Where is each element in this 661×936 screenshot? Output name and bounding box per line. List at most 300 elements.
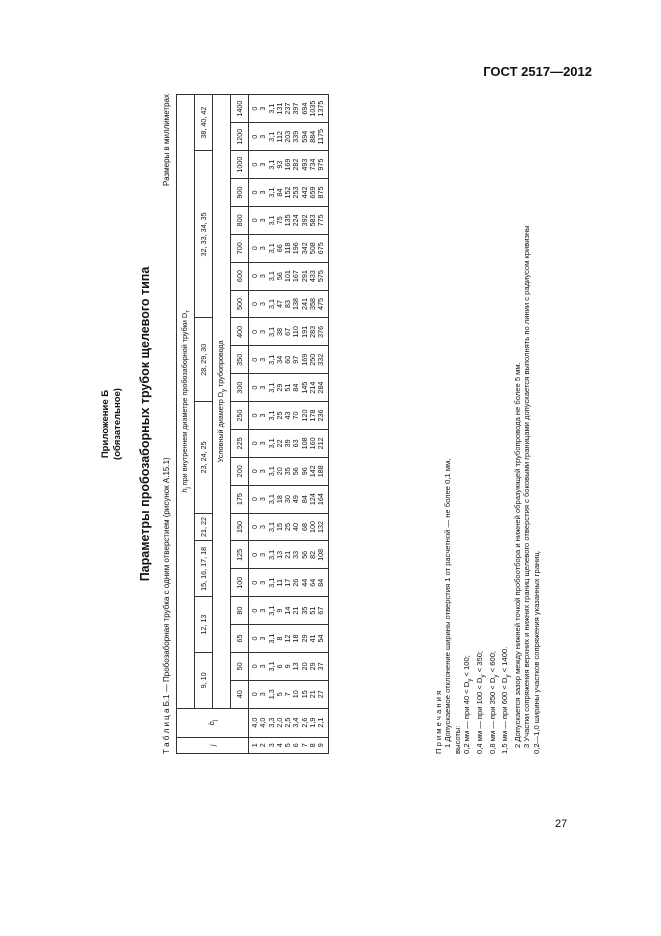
table-cell: 83 [283, 300, 293, 309]
header-dy: Условный диаметр $D_у$ трубопровода [213, 95, 231, 709]
table-cell: 108 [299, 437, 309, 450]
table-cell: 3 [258, 190, 268, 195]
table-cell: 3,1 [266, 410, 276, 421]
table-cell: 51 [308, 606, 318, 615]
table-cell: 694 [299, 102, 309, 115]
diameter-header: 50 [231, 652, 249, 680]
parameters-table [176, 94, 329, 754]
table-cell: 1,9 [308, 717, 318, 728]
diameter-header: 900 [231, 179, 249, 207]
table-cell: 37 [316, 662, 326, 671]
table-cell: 22 [274, 439, 284, 448]
table-cell: 3 [258, 469, 268, 474]
h-column [249, 625, 329, 653]
table-cell: 4,0 [258, 717, 268, 728]
table-cell: 0 [250, 274, 259, 279]
group-header: 28, 29, 30 [195, 318, 213, 402]
table-cell: 9 [316, 743, 326, 748]
table-cell: 1035 [308, 100, 318, 117]
table-cell: 49 [291, 495, 301, 504]
table-cell: 2,0 [274, 717, 284, 728]
table-cell: 3 [258, 357, 268, 362]
table-cell: 27 [316, 690, 326, 699]
h-column [249, 597, 329, 625]
table-cell: 84 [299, 495, 309, 504]
table-header-row-1 [177, 95, 195, 754]
table-cell: 250 [308, 353, 318, 366]
table-cell: 214 [308, 381, 318, 394]
table-cell: 29 [308, 662, 318, 671]
table-cell: 120 [299, 409, 309, 422]
diameter-header: 175 [231, 485, 249, 513]
table-cell: 3,1 [266, 605, 276, 616]
table-cell: 70 [291, 411, 301, 420]
group-header: 9, 10 [195, 652, 213, 708]
h-column [249, 374, 329, 402]
table-cell: 1175 [316, 129, 326, 145]
table-cell: 5 [274, 692, 284, 697]
table-cell: 3,1 [266, 661, 276, 672]
table-cell: 332 [316, 353, 326, 366]
table-cell: 132 [316, 521, 326, 534]
h-column [249, 179, 329, 207]
table-cell: 118 [283, 242, 293, 255]
table-cell: 12 [283, 634, 293, 643]
h-column [249, 541, 329, 569]
table-cell: 3 [258, 162, 268, 167]
group-header: 38, 40, 42 [195, 95, 213, 151]
table-header-groups [195, 95, 213, 754]
table-cell: 3,1 [266, 187, 276, 198]
h-column [249, 513, 329, 541]
table-cell: 358 [308, 298, 318, 311]
table-cell: 21 [291, 606, 301, 615]
table-cell: 25 [274, 411, 284, 420]
header-h: $h_j$ при внутреннем диаметре пробозаборной трубки $D_т$ [177, 95, 195, 709]
table-cell: 66 [274, 244, 284, 253]
table-cell: 64 [308, 578, 318, 587]
table-cell: 282 [291, 158, 301, 171]
table-cell: 4,0 [250, 717, 259, 728]
table-cell: 38 [274, 327, 284, 336]
table-cell: 124 [308, 493, 318, 506]
document-header: ГОСТ 2517—2012 [483, 64, 592, 79]
table-cell: 0 [250, 134, 259, 139]
table-cell: 0 [250, 469, 259, 474]
table-cell: 0 [250, 106, 259, 111]
table-cell: 110 [291, 326, 301, 338]
table-cell: 63 [291, 439, 301, 448]
table-cell: 3,1 [266, 243, 276, 254]
diameter-header: 400 [231, 318, 249, 346]
diameter-header: 65 [231, 625, 249, 653]
diameter-header: 600 [231, 262, 249, 290]
table-cell: 3,1 [266, 103, 276, 114]
table-header-diameters [231, 95, 249, 754]
table-cell: 3 [258, 441, 268, 446]
diameter-header: 40 [231, 680, 249, 708]
table-cell: 203 [283, 130, 293, 143]
table-cell: 236 [316, 409, 326, 422]
table-cell: 47 [274, 300, 284, 309]
note-1-tolerance-1: 0,2 мм — при $40 < D_у < 100$; [461, 655, 474, 754]
table-cell: 142 [308, 465, 318, 478]
table-cell: 10 [291, 690, 301, 699]
table-cell: 145 [299, 381, 309, 394]
table-cell: 2,1 [316, 717, 326, 728]
diameter-header: 800 [231, 206, 249, 234]
table-cell: 43 [283, 411, 293, 420]
table-cell: 442 [299, 186, 309, 199]
h-column [249, 652, 329, 680]
note-1-tolerance-4: 1,5 мм — при $600 < D_у < 1400$. [500, 646, 512, 754]
table-cell: 875 [316, 186, 326, 199]
table-cell: 475 [316, 298, 326, 311]
table-cell: 291 [299, 270, 309, 283]
diameter-header: 100 [231, 569, 249, 597]
table-cell: 196 [291, 242, 301, 255]
table-cell: 9 [283, 664, 293, 669]
section-title: Параметры пробозаборных трубок щелевого типа [138, 266, 152, 582]
table-caption: Т а б л и ц а Б.1 — Пробозаборная трубка с одним отверстием (рисунок А.15.1) [162, 457, 171, 754]
table-cell: 3 [258, 329, 268, 334]
group-header: 21, 22 [195, 513, 213, 541]
table-cell: 675 [316, 242, 326, 255]
h-column [249, 457, 329, 485]
table-cell: 0 [250, 357, 259, 362]
notes-block [434, 94, 541, 754]
diameter-header: 1200 [231, 123, 249, 151]
table-cell: 8 [274, 636, 284, 641]
note-2: 2 Допускается зазор между нижней точкой пробоотбора и нижней образующей трубопровода не более 5 мм. [513, 362, 523, 748]
h-column [249, 402, 329, 430]
table-cell: 160 [308, 437, 318, 450]
table-cell: 0 [250, 441, 259, 446]
table-cell: 20 [299, 662, 309, 671]
table-cell: 93 [274, 160, 284, 169]
table-cell: 3 [258, 692, 268, 697]
diameter-header: 125 [231, 541, 249, 569]
table-cell: 212 [316, 437, 326, 450]
table-cell: 51 [283, 383, 293, 392]
table-cell: 0 [250, 385, 259, 390]
table-cell: 188 [316, 465, 326, 478]
table-cell: 41 [308, 634, 318, 643]
table-cell: 84 [316, 578, 326, 587]
table-cell: 82 [308, 550, 318, 559]
diameter-header: 225 [231, 429, 249, 457]
diameter-header: 250 [231, 402, 249, 430]
table-cell: 508 [308, 242, 318, 255]
header-j: j [177, 737, 249, 753]
table-cell: 1375 [316, 100, 326, 117]
table-cell: 3,1 [266, 577, 276, 588]
table-cell: 3 [258, 246, 268, 251]
table-cell: 108 [316, 548, 326, 561]
table-cell: 7 [299, 743, 309, 748]
table-cell: 3 [258, 274, 268, 279]
table-cell: 339 [291, 130, 301, 143]
table-cell: 30 [283, 495, 293, 504]
diameter-header: 500 [231, 290, 249, 318]
table-cell: 3 [258, 636, 268, 641]
notes-heading: П р и м е ч а н и я [434, 690, 443, 754]
table-cell: 101 [283, 270, 293, 283]
table-cell: 3 [258, 552, 268, 557]
table-cell: 56 [291, 467, 301, 476]
appendix-title: Приложение Б [100, 389, 111, 459]
table-cell: 138 [291, 298, 301, 311]
h-column [249, 123, 329, 151]
diameter-header: 350 [231, 346, 249, 374]
table-cell: 2,6 [299, 717, 309, 728]
units-label: Размеры в миллиметрах [162, 94, 171, 186]
h-column [249, 318, 329, 346]
table-cell: 100 [308, 521, 318, 534]
h-column [249, 485, 329, 513]
table-cell: 3 [258, 608, 268, 613]
diameter-header: 80 [231, 597, 249, 625]
table-cell: 56 [274, 272, 284, 281]
table-cell: 169 [299, 353, 309, 366]
diameter-header: 1000 [231, 151, 249, 179]
table-cell: 11 [274, 579, 284, 587]
table-cell: 253 [291, 186, 301, 199]
page-number: 27 [555, 818, 568, 830]
table-cell: 283 [308, 325, 318, 338]
table-cell: 13 [274, 550, 284, 559]
table-cell: 54 [316, 634, 326, 643]
table-cell: 3,1 [266, 271, 276, 282]
h-column [249, 206, 329, 234]
h-column [249, 429, 329, 457]
table-cell: 3,1 [266, 215, 276, 226]
table-cell: 493 [299, 158, 309, 171]
table-cell: 21 [308, 690, 318, 699]
table-cell: 67 [316, 606, 326, 615]
table-cell: 3,1 [266, 159, 276, 170]
diameter-header: 150 [231, 513, 249, 541]
table-cell: 3,1 [266, 131, 276, 142]
table-cell: 18 [274, 495, 284, 504]
group-header: 32, 33, 34, 35 [195, 151, 213, 318]
table-cell: 5 [283, 743, 293, 748]
h-column [249, 290, 329, 318]
note-3: 3 Участки сопряжения верхних и нижних границ щелевого отверстия с боковыми границами допускается выполнять по линии с радиусом кривизны [522, 225, 532, 748]
table-cell: 3,1 [266, 494, 276, 505]
table-cell: 3 [258, 134, 268, 139]
table-cell: 0 [250, 692, 259, 697]
table-cell: 594 [299, 130, 309, 143]
table-cell: 68 [299, 523, 309, 532]
table-cell: 35 [299, 606, 309, 615]
table-cell: 975 [316, 158, 326, 171]
table-cell: 583 [308, 214, 318, 227]
group-header: 23, 24, 25 [195, 402, 213, 514]
table-cell: 237 [283, 102, 293, 115]
table-cell: 2 [258, 743, 268, 748]
table-cell: 3 [258, 106, 268, 111]
table-cell: 0 [250, 608, 259, 613]
table-cell: 17 [283, 578, 293, 587]
table-cell: 241 [299, 298, 309, 311]
table-cell: 224 [291, 214, 301, 227]
table-cell: 3,1 [266, 549, 276, 560]
table-cell: 18 [291, 634, 301, 643]
table-cell: 0 [250, 636, 259, 641]
table-cell: 29 [299, 634, 309, 643]
note-1-tolerance-3: 0,8 мм — при $350 < D_у < 600$; [487, 650, 500, 754]
table-cell: 15 [299, 690, 309, 699]
table-cell: 6 [274, 664, 284, 669]
table-cell: 84 [291, 383, 301, 392]
table-cell: 131 [274, 102, 284, 115]
diameter-header: 200 [231, 457, 249, 485]
table-cell: 112 [274, 131, 284, 143]
table-cell: 0 [250, 525, 259, 530]
note-1-tolerance-2: 0,4 мм — при $100 < D_у < 350$; [474, 650, 487, 754]
table-cell: 14 [283, 606, 293, 615]
h-column [249, 262, 329, 290]
table-cell: 56 [299, 550, 309, 559]
table-cell: 3 [258, 302, 268, 307]
table-cell: 8 [308, 743, 318, 748]
table-cell: 3,1 [266, 466, 276, 477]
table-cell: 40 [291, 523, 301, 532]
table-cell: 0 [250, 246, 259, 251]
note-1-heights-label: высоты: [452, 725, 462, 754]
table-header-row-dy [213, 95, 231, 754]
table-cell: 3,1 [266, 522, 276, 533]
diameter-header: 700 [231, 234, 249, 262]
table-cell: 575 [316, 270, 326, 283]
table-cell: 167 [291, 270, 301, 283]
table-cell: 3,1 [266, 299, 276, 310]
j-column [249, 737, 329, 753]
table-cell: 0 [250, 302, 259, 307]
table-cell: 7 [283, 692, 293, 697]
table-cell: 135 [283, 214, 293, 227]
table-cell: 21 [283, 550, 293, 559]
table-cell: 284 [316, 381, 326, 394]
table-cell: 84 [274, 188, 284, 197]
table-cell: 29 [274, 383, 284, 392]
h-column [249, 569, 329, 597]
note-3-continuation: 0,2—1,0 ширины участков сопряжения указанных границ. [531, 550, 541, 754]
table-cell: 2,5 [283, 717, 293, 728]
table-cell: 3,3 [266, 717, 276, 728]
h-column [249, 151, 329, 179]
table-cell: 342 [299, 242, 309, 255]
table-cell: 97 [291, 355, 301, 364]
table-cell: 1,3 [266, 689, 276, 700]
table-cell: 75 [274, 216, 284, 225]
table-cell: 0 [250, 552, 259, 557]
table-cell: 15 [274, 523, 284, 532]
b-column [249, 708, 329, 737]
group-header: 15, 16, 17, 18 [195, 541, 213, 597]
table-cell: 6 [291, 743, 301, 748]
appendix-type: (обязательное) [112, 388, 123, 460]
table-values-row [249, 95, 329, 754]
h-column [249, 95, 329, 123]
table-cell: 884 [308, 130, 318, 143]
table-cell: 178 [308, 409, 318, 422]
table-cell: 0 [250, 497, 259, 502]
appendix-heading [100, 94, 124, 754]
table-cell: 0 [250, 329, 259, 334]
table-cell: 3,4 [291, 717, 301, 728]
table-cell: 3 [258, 385, 268, 390]
table-cell: 39 [283, 439, 293, 448]
table-cell: 96 [299, 467, 309, 476]
table-cell: 775 [316, 214, 326, 227]
table-cell: 9 [274, 608, 284, 613]
table-cell: 0 [250, 664, 259, 669]
table-cell: 25 [283, 523, 293, 532]
table-cell: 20 [274, 467, 284, 476]
table-cell: 3 [258, 497, 268, 502]
table-cell: 3 [258, 664, 268, 669]
table-cell: 433 [308, 270, 318, 283]
h-column [249, 234, 329, 262]
table-cell: 3,1 [266, 633, 276, 644]
table-cell: 152 [283, 186, 293, 199]
table-cell: 3,1 [266, 382, 276, 393]
h-column [249, 346, 329, 374]
table-cell: 33 [291, 550, 301, 559]
table-cell: 4 [274, 743, 284, 748]
table-cell: 60 [283, 355, 293, 364]
table-cell: 0 [250, 162, 259, 167]
table-cell: 3,1 [266, 438, 276, 449]
diameter-header: 1400 [231, 95, 249, 123]
table-cell: 191 [299, 325, 309, 338]
table-cell: 0 [250, 218, 259, 223]
table-cell: 3 [266, 743, 276, 748]
table-cell: 0 [250, 580, 259, 585]
table-cell: 35 [283, 467, 293, 476]
table-cell: 1 [250, 743, 259, 748]
table-cell: 169 [283, 158, 293, 171]
table-cell: 3,1 [266, 354, 276, 365]
table-cell: 44 [299, 578, 309, 587]
group-header: 12, 13 [195, 597, 213, 653]
rotated-landscape-content [90, 94, 610, 754]
table-cell: 392 [299, 214, 309, 227]
table-cell: 3 [258, 525, 268, 530]
table-cell: 0 [250, 413, 259, 418]
table-cell: 397 [291, 102, 301, 115]
table-cell: 3,1 [266, 326, 276, 337]
table-cell: 13 [291, 662, 301, 671]
table-cell: 34 [274, 355, 284, 364]
diameter-header: 300 [231, 374, 249, 402]
table-cell: 0 [250, 190, 259, 195]
table-cell: 734 [308, 158, 318, 171]
table-cell: 376 [316, 325, 326, 338]
table-cell: 67 [283, 327, 293, 336]
table-cell: 3 [258, 218, 268, 223]
table-cell: 3 [258, 413, 268, 418]
table-cell: 3 [258, 580, 268, 585]
table-cell: 659 [308, 186, 318, 199]
h-column [249, 680, 329, 708]
table-cell: 164 [316, 493, 326, 506]
note-1: 1 Допускаемое отклонение ширины отверстия 1 от расчетной — не более 0,1 мм, [443, 458, 453, 748]
header-b: $b_j$ [177, 708, 249, 737]
table-cell: 26 [291, 578, 301, 587]
